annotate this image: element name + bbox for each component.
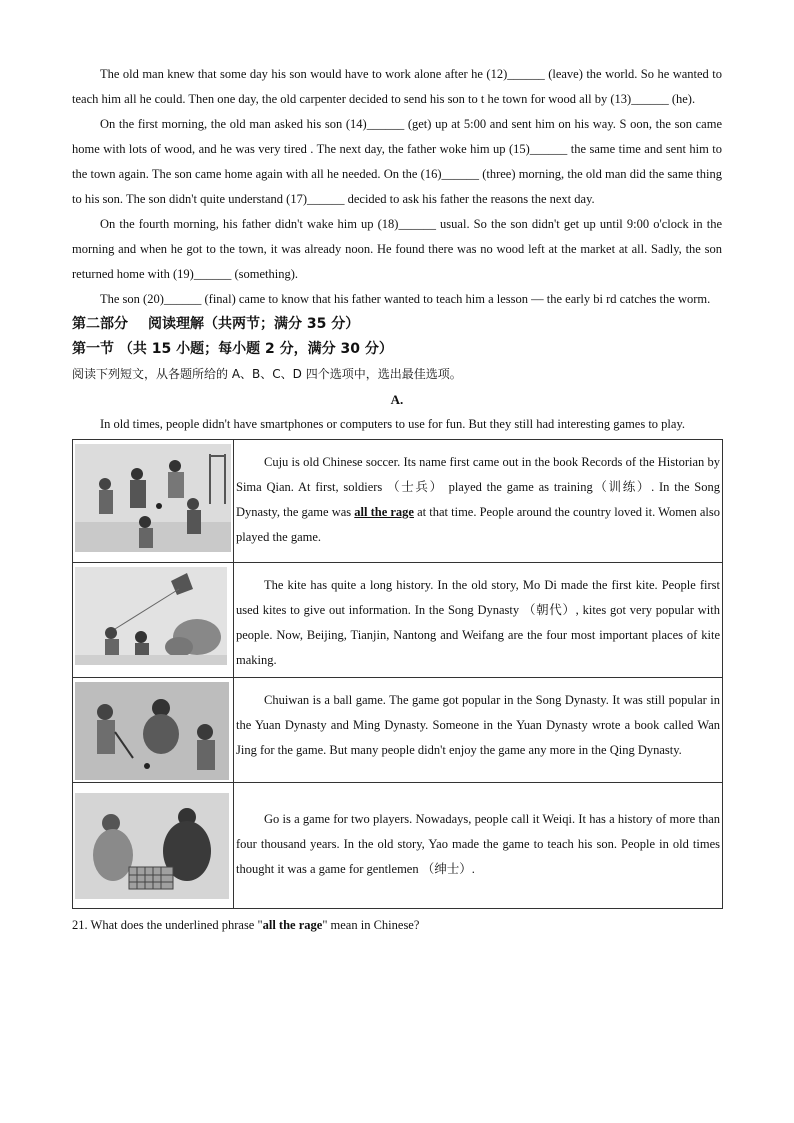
passage-intro: In old times, people didn't have smartphones or computers to use for fun. But they still had interesting games to play. (100, 417, 686, 431)
cloze-paragraph-2: On the first morning, the old man asked his son (14)______ (get) up at 5:00 and sent him on his way. S oon, the son came home with lots of wood, and he was very tired . The next day, the father woke him up (15)______ the same time and sent him to the town again. The son came home again with all he needed. On the (16)______ (three) morning, the old man did the same thing to his son. The son didn't quite understand (17)______ decided to ask his father the reasons the next day. (72, 117, 722, 206)
game-text-cell (234, 563, 723, 678)
document-page (72, 62, 722, 938)
part2-heading (72, 312, 722, 337)
cloze-paragraph-4: The son (20)______ (final) came to know that his father wanted to teach him a lesson — the early bi rd catches the worm. (100, 292, 711, 306)
game-chuiwan-text: Chuiwan is a ball game. The game got popular in the Song Dynasty. It was still popular in the Yuan Dynasty and Ming Dynasty. Someone in the Yuan Dynasty wrote a book called Wan Jing for the game. But many people didn't enjoy the game any more in the Qing Dynasty. (236, 693, 720, 757)
game-cuju-text: Cuju is old Chinese soccer. Its name first came out in the book Records of the Historian by Sima Qian. At first, soldiers （士兵） played the game as training（训练）. In the Song Dynasty, the game was all the rage at that time. People around the country loved it. Women also played the game. (236, 455, 720, 544)
section1-heading: 第一节 （共 15 小题；每小题 2 分，满分 30 分） (72, 341, 393, 357)
game-text-cell (234, 440, 723, 563)
part2-title-a: 第二部分 (72, 316, 128, 332)
game-text-cell (234, 783, 723, 909)
games-table (72, 439, 723, 909)
table-row (73, 563, 723, 678)
cuju-painting-image (75, 444, 231, 552)
game-kite-text: The kite has quite a long history. In the old story, Mo Di made the first kite. People first used kites to give out information. In the Song Dynasty （朝代）, kites got very popular with people. Now, Beijing, Tianjin, Nantong and Weifang are the four most important places of kite making. (236, 578, 720, 667)
image-cell (73, 563, 234, 678)
question-phrase: all the rage (262, 918, 323, 932)
table-row (73, 783, 723, 909)
question-21: 21. What does the underlined phrase "all the rage" mean in Chinese? (72, 918, 420, 932)
game-go-text: Go is a game for two players. Nowadays, people call it Weiqi. It has a history of more than four thousand years. In the old story, Yao made the game to teach his son. People in old times thought it was a game for gentlemen （绅士）. (236, 812, 720, 876)
chuiwan-painting-image (75, 682, 229, 780)
passage-label: A. (390, 392, 404, 407)
part2-title-b: 阅读理解（共两节；满分 35 分） (148, 316, 360, 332)
image-cell (73, 783, 234, 909)
cloze-paragraph-1: The old man knew that some day his son would have to work alone after he (12)______ (leave) the world. So he wanted to teach him all he could. Then one day, the old carpenter decided to send his son to t he town for wood all by (13)______ (he). (72, 67, 722, 106)
game-text-cell (234, 678, 723, 783)
table-row (73, 678, 723, 783)
underlined-phrase: all the rage (354, 505, 414, 519)
image-cell (73, 440, 234, 563)
image-cell (73, 678, 234, 783)
table-row (73, 440, 723, 563)
kite-painting-image (75, 567, 227, 665)
cloze-paragraph-3: On the fourth morning, his father didn't wake him up (18)______ usual. So the son didn't get up until 9:00 o'clock in the morning and when he got to the town, it was already noon. He found there was no wood left at the market at all. Sadly, the son returned home with (19)______ (something). (72, 217, 722, 281)
go-painting-image (75, 793, 229, 899)
instruction-text: 阅读下列短文，从各题所给的 A、B、C、D 四个选项中，选出最佳选项。 (72, 367, 462, 381)
